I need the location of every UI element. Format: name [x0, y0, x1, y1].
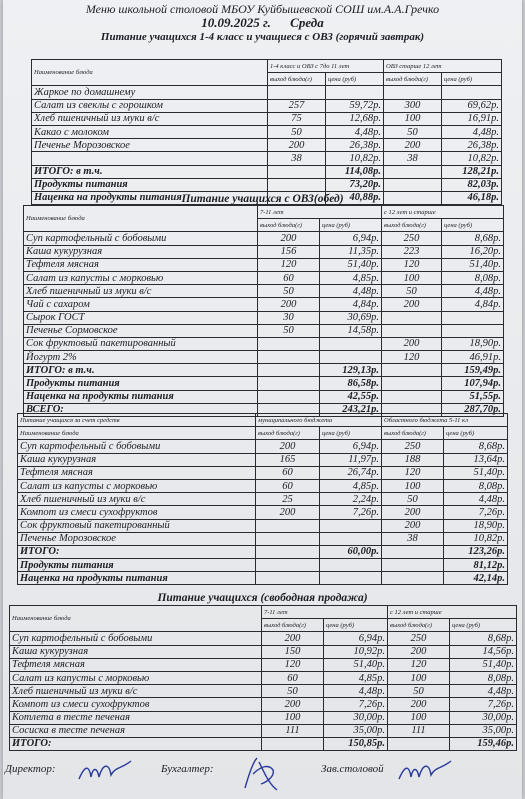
lunch-table	[23, 205, 504, 417]
breakfast-title: Питание учащихся 1-4 класс и учащиеся с ОВЗ (горячий завтрак)	[100, 31, 425, 43]
dish-output-g2: 200	[382, 506, 444, 519]
dish-price-g2: 4,48р.	[444, 493, 508, 506]
budget-header-left: Питание учащихся за счет средств	[18, 414, 256, 427]
dish-name: Хлеб пшеничный из муки в/с	[18, 493, 256, 506]
total-empty	[258, 364, 320, 377]
total-row	[18, 572, 508, 585]
dish-name: Чай с сахаром	[24, 298, 258, 311]
dish-name: Сок фруктовый пакетированный	[18, 519, 256, 532]
total-empty	[382, 572, 444, 585]
table-row	[24, 311, 504, 324]
dish-name: Хлеб пшеничный из муки в/с	[10, 685, 262, 698]
col-price-header: цена (руб)	[320, 427, 382, 440]
table-row	[32, 99, 502, 112]
table-row	[18, 519, 508, 532]
dish-price-g2: 10,82р.	[444, 532, 508, 545]
dish-price-g1: 11,35р.	[320, 245, 382, 258]
dish-output-g2: 200	[388, 698, 450, 711]
col-out-header: выход блюда(г)	[388, 619, 450, 632]
dish-output-g1: 200	[258, 298, 320, 311]
dish-output-g1: 200	[262, 698, 324, 711]
dish-output-g1: 200	[258, 232, 320, 245]
total-label: Продукты питания	[24, 377, 258, 390]
dish-name: Йогурт 2%	[24, 351, 258, 364]
dish-price-g2: 4,48р.	[450, 685, 517, 698]
total-price-g1: 42,55р.	[320, 390, 382, 403]
total-row	[18, 545, 508, 558]
dish-price-g2	[442, 324, 504, 337]
canteen-head-label: Зав.столовой	[321, 763, 384, 775]
dish-name: Суп картофельный с бобовыми	[10, 632, 262, 645]
total-label: ИТОГО:	[10, 737, 262, 750]
budget-header-mid: муниципального бюджета	[256, 414, 382, 427]
dish-output-g2: 50	[382, 493, 444, 506]
table-row	[32, 86, 502, 99]
dish-price-g2	[442, 311, 504, 324]
dish-price-g1: 59,72р.	[326, 99, 384, 112]
dish-price-g2: 4,84р.	[442, 298, 504, 311]
dish-price-g1: 51,40р.	[320, 258, 382, 271]
total-label: Продукты питания	[18, 559, 256, 572]
group2-header: с 12 лет и старше	[388, 606, 517, 619]
dish-name: Сок фруктовый пакетированный	[24, 337, 258, 350]
dish-price-g2: 8,68р.	[444, 440, 508, 453]
table-row	[18, 532, 508, 545]
dish-price-g2: 4,48р.	[442, 125, 502, 138]
dish-name: Хлеб пшеничный из муки в/с	[32, 112, 268, 125]
dish-price-g2: 18,90р.	[444, 519, 508, 532]
menu-date-line	[3, 15, 522, 31]
dish-output-g1: 30	[258, 311, 320, 324]
group1-header: 7-11 лет	[262, 606, 388, 619]
dish-price-g1: 6,94р.	[320, 440, 382, 453]
dish-price-g2: 46,91р.	[442, 351, 504, 364]
dish-output-g2: 188	[382, 453, 444, 466]
dish-output-g1: 200	[256, 506, 320, 519]
dish-price-g2: 51,40р.	[450, 658, 517, 671]
col-name-header: Наименование блюда	[10, 606, 262, 632]
dish-output-g1: 60	[258, 271, 320, 284]
accountant-signature	[239, 754, 283, 794]
col-out-header: выход блюда(г)	[384, 73, 442, 86]
total-empty	[258, 390, 320, 403]
col-name-header: Наименование блюда	[24, 206, 258, 232]
dish-output-g1	[268, 86, 326, 99]
total-price-g1: 129,13р.	[320, 364, 382, 377]
total-label: Наценка на продукты питания	[24, 390, 258, 403]
table-row	[24, 337, 504, 350]
group1-header: 1-4 класс и ОВЗ с 7до 11 лет	[268, 60, 384, 73]
dish-price-g2: 4,48р.	[442, 285, 504, 298]
dish-output-g2: 200	[382, 519, 444, 532]
total-row	[24, 377, 504, 390]
dish-output-g2: 120	[382, 351, 442, 364]
dish-output-g2: 100	[388, 711, 450, 724]
dish-name: Салат из капусты с морковью	[24, 271, 258, 284]
total-empty	[262, 737, 324, 750]
col-price-header: цена (руб)	[326, 73, 384, 86]
accountant-label: Бухгалтер:	[161, 763, 214, 775]
dish-output-g1: 100	[262, 711, 324, 724]
total-price-g1: 86,58р.	[320, 377, 382, 390]
table-row	[32, 112, 502, 125]
total-label: ИТОГО: в т.ч.	[24, 364, 258, 377]
dish-price-g1: 11,97р.	[320, 453, 382, 466]
table-row	[18, 506, 508, 519]
col-price-header: цена (руб)	[444, 427, 508, 440]
dish-output-g2: 120	[382, 258, 442, 271]
total-row	[24, 390, 504, 403]
director-label: Директор:	[5, 763, 56, 775]
dish-price-g1: 4,84р.	[320, 298, 382, 311]
dish-name: Компот из смеси сухофруктов	[10, 698, 262, 711]
col-out-header: выход блюда(г)	[268, 73, 326, 86]
total-empty	[384, 178, 442, 191]
dish-name: Каша кукурузная	[10, 645, 262, 658]
total-empty	[388, 737, 450, 750]
dish-price-g2: 35,00р.	[450, 724, 517, 737]
col-price-header: цена (руб)	[324, 619, 388, 632]
total-price-g1: 73,20р.	[326, 178, 384, 191]
budget-table	[17, 413, 508, 585]
dish-price-g2: 13,64р.	[444, 453, 508, 466]
dish-price-g2: 8,68р.	[442, 232, 504, 245]
col-out-header: выход блюда(г)	[382, 427, 444, 440]
dish-output-g2: 100	[384, 112, 442, 125]
total-price-g2: 42,14р.	[444, 572, 508, 585]
dish-output-g1: 25	[256, 493, 320, 506]
dish-price-g1: 4,85р.	[320, 479, 382, 492]
table-row	[18, 466, 508, 479]
dish-price-g2: 8,08р.	[450, 671, 517, 684]
dish-output-g2: 50	[384, 125, 442, 138]
dish-output-g2: 50	[388, 685, 450, 698]
col-price-header: цена (руб)	[442, 73, 502, 86]
dish-output-g2: 100	[382, 479, 444, 492]
dish-price-g1: 6,94р.	[324, 632, 388, 645]
total-row	[32, 165, 502, 178]
total-label: ИТОГО: в т.ч.	[32, 165, 268, 178]
dish-output-g1: 150	[262, 645, 324, 658]
dish-price-g1: 4,48р.	[320, 285, 382, 298]
dish-output-g1: 50	[262, 685, 324, 698]
dish-price-g2: 8,08р.	[442, 271, 504, 284]
dish-output-g1: 60	[256, 479, 320, 492]
dish-name: Тефтеля мясная	[10, 658, 262, 671]
dish-price-g2: 26,38р.	[442, 139, 502, 152]
col-price-header: цена (руб)	[442, 219, 504, 232]
dish-name: Салат из свеклы с горошком	[32, 99, 268, 112]
dish-name: Хлеб пшеничный из муки в/с	[24, 285, 258, 298]
total-price-g2: 82,03р.	[442, 178, 502, 191]
table-row	[32, 125, 502, 138]
dish-output-g1: 200	[268, 139, 326, 152]
dish-price-g2: 51,40р.	[444, 466, 508, 479]
dish-name: Каша кукурузная	[18, 453, 256, 466]
dish-price-g1: 26,38р.	[326, 139, 384, 152]
total-price-g2: 123,26р.	[444, 545, 508, 558]
free-sale-table	[9, 605, 517, 751]
total-empty	[258, 377, 320, 390]
dish-name: Печенье Морозовское	[32, 139, 268, 152]
col-out-header: выход блюда(г)	[256, 427, 320, 440]
dish-price-g1: 30,69р.	[320, 311, 382, 324]
dish-output-g2: 200	[388, 645, 450, 658]
table-row	[24, 271, 504, 284]
total-label: ВСЕГО:	[24, 403, 258, 416]
total-price-g2: 46,18р.	[442, 191, 502, 204]
col-price-header: цена (руб)	[450, 619, 517, 632]
dish-output-g2: 200	[382, 298, 442, 311]
dish-price-g1	[320, 519, 382, 532]
dish-price-g1: 12,68р.	[326, 112, 384, 125]
table-row	[18, 453, 508, 466]
col-out-header: выход блюда(г)	[262, 619, 324, 632]
dish-price-g2: 69,62р.	[442, 99, 502, 112]
col-price-header: цена (руб)	[320, 219, 382, 232]
dish-price-g2: 51,40р.	[442, 258, 504, 271]
total-price-g2: 107,94р.	[442, 377, 504, 390]
total-empty	[384, 165, 442, 178]
dish-output-g2: 120	[382, 466, 444, 479]
total-empty	[382, 390, 442, 403]
dish-output-g2: 300	[384, 99, 442, 112]
dish-price-g1	[326, 86, 384, 99]
dish-output-g1	[256, 519, 320, 532]
dish-price-g1: 14,58р.	[320, 324, 382, 337]
dish-name: Суп картофельный с бобовыми	[18, 440, 256, 453]
table-row	[10, 685, 517, 698]
dish-output-g1: 60	[256, 466, 320, 479]
dish-price-g2: 8,08р.	[444, 479, 508, 492]
dish-output-g1: 50	[258, 285, 320, 298]
menu-sheet	[3, 0, 522, 799]
total-empty	[382, 559, 444, 572]
group1-header: 7-11 лет	[258, 206, 382, 219]
total-label: Наценка на продукты питания	[18, 572, 256, 585]
dish-price-g1: 7,26р.	[320, 506, 382, 519]
dish-name: Какао с молоком	[32, 125, 268, 138]
dish-output-g1: 120	[258, 258, 320, 271]
total-price-g1: 60,00р.	[320, 545, 382, 558]
dish-price-g2: 16,20р.	[442, 245, 504, 258]
dish-price-g1: 7,26р.	[324, 698, 388, 711]
budget-header-right: Областного бюджета 5-11 кл	[382, 414, 508, 427]
dish-name: Жаркое по домашнему	[32, 86, 268, 99]
dish-output-g1: 60	[262, 671, 324, 684]
dish-output-g1	[258, 337, 320, 350]
dish-output-g1	[258, 351, 320, 364]
dish-price-g1: 2,24р.	[320, 493, 382, 506]
table-row	[10, 724, 517, 737]
director-signature	[75, 757, 135, 787]
breakfast-table	[31, 59, 502, 205]
dish-output-g1: 156	[258, 245, 320, 258]
dish-output-g1: 38	[268, 152, 326, 165]
dish-price-g2: 18,90р.	[442, 337, 504, 350]
menu-date: 10.09.2025 г.	[201, 15, 271, 30]
dish-output-g1: 200	[262, 632, 324, 645]
total-label: ИТОГО:	[18, 545, 256, 558]
dish-output-g2	[382, 324, 442, 337]
total-price-g1: 114,08р.	[326, 165, 384, 178]
dish-output-g1: 165	[256, 453, 320, 466]
dish-output-g1: 111	[262, 724, 324, 737]
dish-name: Суп картофельный с бобовыми	[24, 232, 258, 245]
total-empty	[256, 545, 320, 558]
total-row	[10, 737, 517, 750]
col-name-header: Наименование блюда	[18, 427, 256, 440]
dish-price-g1: 10,82р.	[326, 152, 384, 165]
school-title: Меню школьной столовой МБОУ Куйбышевской СОШ им.А.А.Гречко	[85, 2, 440, 16]
dish-name: Компот из смеси сухофруктов	[18, 506, 256, 519]
dish-price-g2: 10,82р.	[442, 152, 502, 165]
table-row	[10, 711, 517, 724]
dish-output-g2: 38	[382, 532, 444, 545]
group2-header: с 12 лет и старше	[382, 206, 504, 219]
table-row	[18, 479, 508, 492]
table-row	[32, 139, 502, 152]
dish-price-g2: 14,56р.	[450, 645, 517, 658]
total-price-g2: 287,70р.	[442, 403, 504, 416]
dish-price-g2: 8,68р.	[450, 632, 517, 645]
dish-output-g1	[256, 532, 320, 545]
dish-output-g1: 120	[262, 658, 324, 671]
dish-name	[32, 152, 268, 165]
table-row	[24, 258, 504, 271]
total-empty	[382, 364, 442, 377]
total-price-g2: 159,46р.	[450, 737, 517, 750]
total-row	[32, 178, 502, 191]
dish-name: Салат из капусты с морковью	[10, 671, 262, 684]
dish-price-g1: 51,40р.	[324, 658, 388, 671]
dish-output-g1: 50	[258, 324, 320, 337]
total-price-g1: 150,85р.	[324, 737, 388, 750]
dish-name: Тефтеля мясная	[18, 466, 256, 479]
dish-output-g2: 120	[388, 658, 450, 671]
table-row	[10, 632, 517, 645]
free-sale-title: Питание учащихся (свободная продажа)	[157, 592, 368, 604]
table-row	[24, 245, 504, 258]
total-empty	[256, 572, 320, 585]
dish-name: Печенье Морозовское	[18, 532, 256, 545]
menu-weekday: Среда	[290, 15, 324, 30]
group2-header: ОВЗ старше 12 лет	[384, 60, 502, 73]
total-label: Наценка на продукты питания	[32, 191, 268, 204]
dish-name: Котлета в тесте печеная	[10, 711, 262, 724]
dish-price-g2: 7,26р.	[444, 506, 508, 519]
dish-output-g2: 50	[382, 285, 442, 298]
col-name-header: Наименование блюда	[32, 60, 268, 86]
dish-price-g2: 30,00р.	[450, 711, 517, 724]
table-row	[18, 440, 508, 453]
dish-name: Печенье Сормовское	[24, 324, 258, 337]
total-empty	[256, 559, 320, 572]
dish-price-g2	[442, 86, 502, 99]
dish-output-g2: 111	[388, 724, 450, 737]
total-empty	[268, 178, 326, 191]
dish-output-g2: 100	[388, 671, 450, 684]
dish-output-g2	[384, 86, 442, 99]
dish-price-g2: 7,26р.	[450, 698, 517, 711]
dish-price-g1: 10,92р.	[324, 645, 388, 658]
total-empty	[382, 377, 442, 390]
total-row	[18, 559, 508, 572]
dish-output-g2: 250	[382, 232, 442, 245]
canteen-head-signature	[395, 757, 455, 787]
total-price-g2: 128,21р.	[442, 165, 502, 178]
dish-output-g1: 75	[268, 112, 326, 125]
table-row	[24, 298, 504, 311]
dish-name: Каша кукурузная	[24, 245, 258, 258]
total-price-g1: 40,88р.	[326, 191, 384, 204]
dish-name: Сырок ГОСТ	[24, 311, 258, 324]
dish-price-g1	[320, 532, 382, 545]
dish-price-g1: 30,00р.	[324, 711, 388, 724]
total-row	[24, 364, 504, 377]
table-row	[10, 645, 517, 658]
dish-price-g1: 4,48р.	[326, 125, 384, 138]
dish-output-g2: 223	[382, 245, 442, 258]
dish-output-g1: 257	[268, 99, 326, 112]
total-price-g1	[320, 559, 382, 572]
table-row	[24, 232, 504, 245]
dish-price-g1: 35,00р.	[324, 724, 388, 737]
table-row	[10, 671, 517, 684]
table-row	[10, 698, 517, 711]
dish-price-g1: 6,94р.	[320, 232, 382, 245]
table-row	[24, 324, 504, 337]
dish-output-g1: 200	[256, 440, 320, 453]
dish-output-g1: 50	[268, 125, 326, 138]
dish-output-g2: 250	[382, 440, 444, 453]
dish-name: Сосиска в тесте печеная	[10, 724, 262, 737]
dish-price-g1: 4,85р.	[324, 671, 388, 684]
col-out-header: выход блюда(г)	[258, 219, 320, 232]
dish-output-g2: 250	[388, 632, 450, 645]
total-empty	[268, 165, 326, 178]
total-price-g1: 243,21р.	[320, 403, 382, 416]
col-out-header: выход блюда(г)	[382, 219, 442, 232]
total-price-g1	[320, 572, 382, 585]
dish-price-g2: 16,91р.	[442, 112, 502, 125]
dish-output-g2: 200	[382, 337, 442, 350]
total-price-g2: 51,55р.	[442, 390, 504, 403]
table-row	[32, 152, 502, 165]
total-empty	[382, 545, 444, 558]
dish-price-g1: 4,85р.	[320, 271, 382, 284]
dish-price-g1	[320, 351, 382, 364]
dish-name: Салат из капусты с морковью	[18, 479, 256, 492]
dish-price-g1	[320, 337, 382, 350]
dish-name: Тефтеля мясная	[24, 258, 258, 271]
table-row	[10, 658, 517, 671]
total-price-g2: 159,49р.	[442, 364, 504, 377]
lunch-title: Питание учащихся с ОВЗ(обед)	[181, 193, 344, 205]
table-row	[24, 285, 504, 298]
dish-output-g2: 100	[382, 271, 442, 284]
total-label: Продукты питания	[32, 178, 268, 191]
dish-output-g2: 38	[384, 152, 442, 165]
total-price-g2: 81,12р.	[444, 559, 508, 572]
table-row	[18, 493, 508, 506]
dish-output-g2	[382, 311, 442, 324]
dish-price-g1: 26,74р.	[320, 466, 382, 479]
table-row	[24, 351, 504, 364]
dish-output-g2: 200	[384, 139, 442, 152]
dish-price-g1: 4,48р.	[324, 685, 388, 698]
